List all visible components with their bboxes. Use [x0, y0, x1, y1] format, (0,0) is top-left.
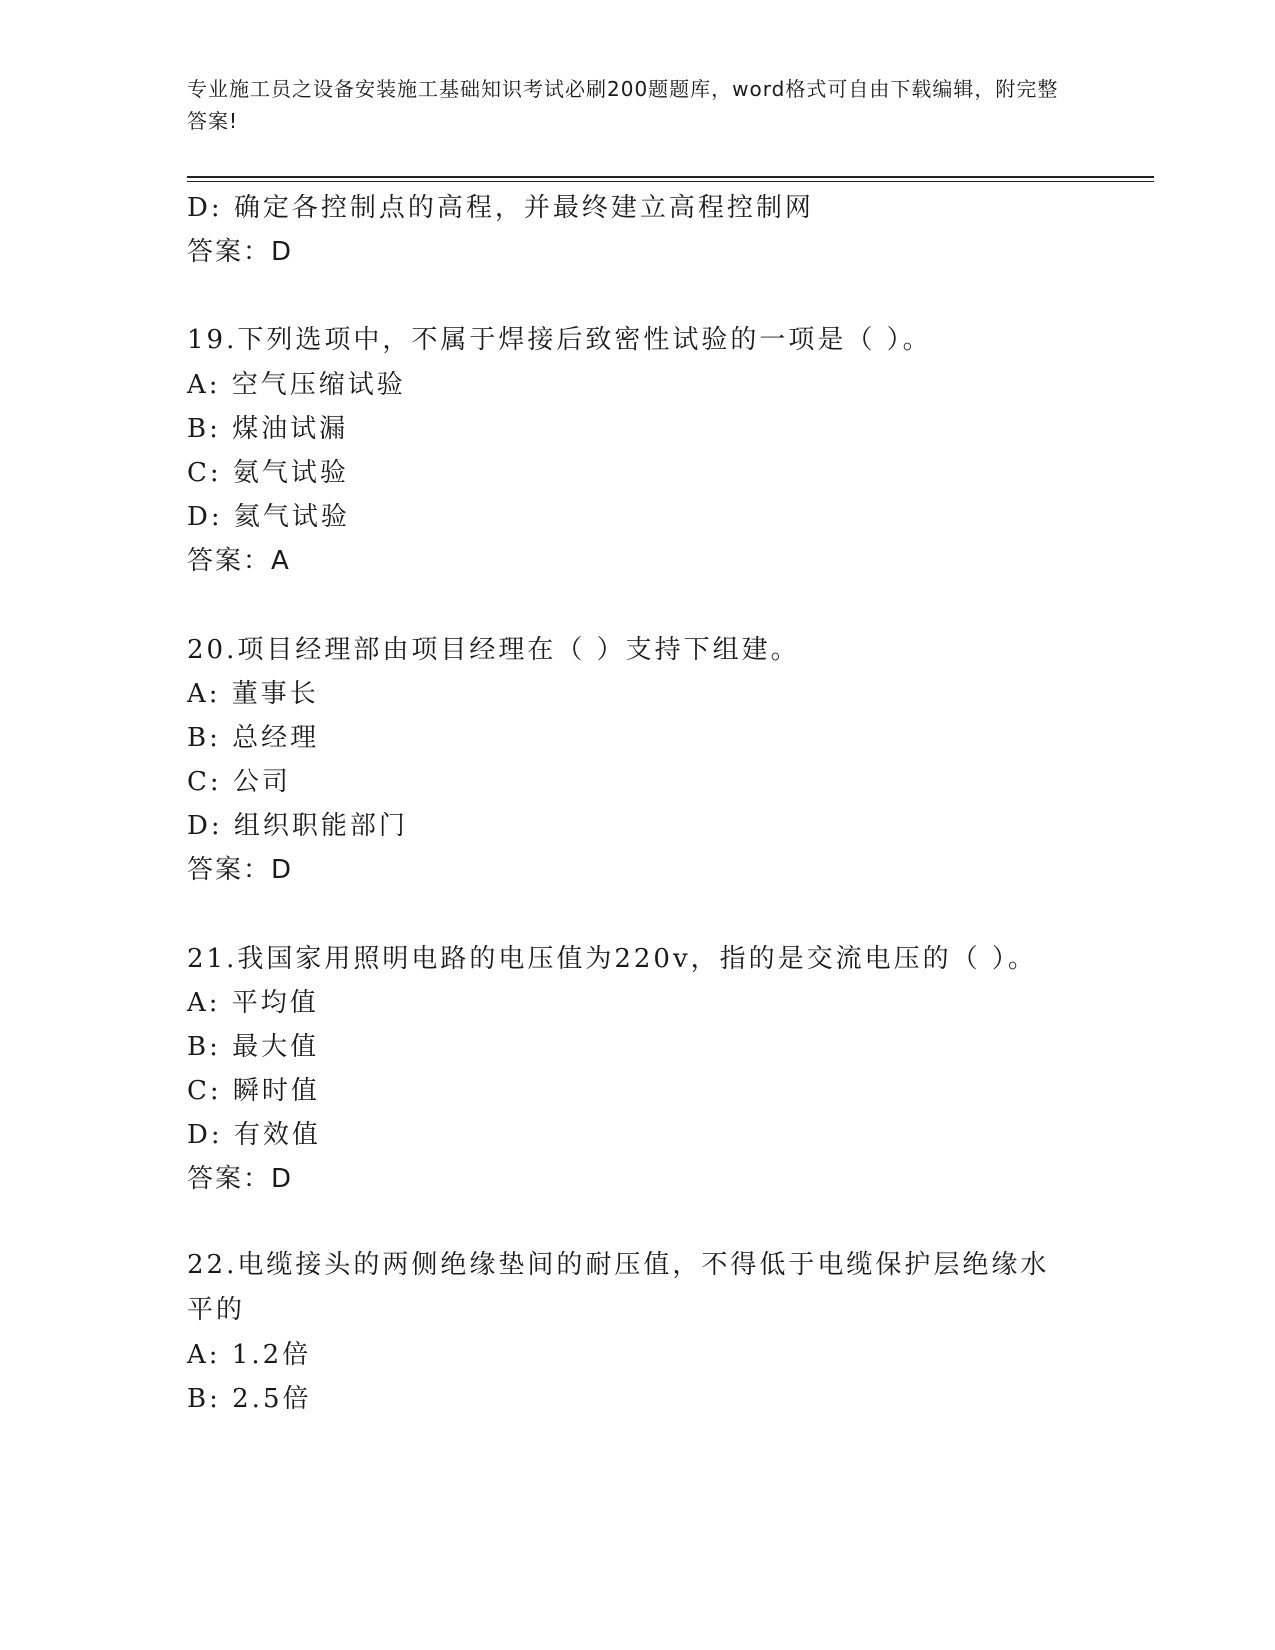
question-20-option-b: B: 总经理 — [187, 723, 320, 753]
question-19-option-c: C: 氨气试验 — [187, 458, 349, 488]
question-21-answer: 答案：D — [187, 1164, 294, 1194]
question-21-option-b: B: 最大值 — [187, 1032, 320, 1062]
question-21-option-d: D: 有效值 — [187, 1120, 321, 1150]
question-19-option-d: D: 氦气试验 — [187, 502, 350, 532]
question-21-stem: 21.我国家用照明电路的电压值为220v，指的是交流电压的（ ）。 — [187, 944, 1037, 974]
question-20-option-a: A: 董事长 — [187, 679, 319, 709]
document-header: 专业施工员之设备安装施工基础知识考试必刷200题题库，word格式可自由下载编辑，附完整答案! — [187, 77, 1059, 133]
question-21-option-c: C: 瞬时值 — [187, 1076, 320, 1106]
question-22-stem: 22.电缆接头的两侧绝缘垫间的耐压值，不得低于电缆保护层绝缘水平的 — [187, 1250, 1050, 1325]
question-20-answer: 答案：D — [187, 855, 294, 885]
option-d-continued: D: 确定各控制点的高程，并最终建立高程控制网 — [187, 193, 814, 223]
answer-continued: 答案：D — [187, 237, 294, 267]
header-rule-thick — [187, 176, 1154, 178]
question-20-option-c: C: 公司 — [187, 767, 291, 797]
question-21-option-a: A: 平均值 — [187, 988, 319, 1018]
question-19-answer: 答案：A — [187, 546, 291, 576]
header-rule-thin — [187, 181, 1154, 182]
question-22-option-a: A: 1.2倍 — [187, 1340, 312, 1370]
question-19-option-b: B: 煤油试漏 — [187, 414, 349, 444]
question-22-option-b: B: 2.5倍 — [187, 1384, 312, 1414]
question-19-option-a: A: 空气压缩试验 — [187, 370, 406, 400]
question-20-option-d: D: 组织职能部门 — [187, 811, 408, 841]
question-19-stem: 19.下列选项中，不属于焊接后致密性试验的一项是（ ）。 — [187, 325, 932, 355]
question-20-stem: 20.项目经理部由项目经理在（ ）支持下组建。 — [187, 635, 800, 665]
